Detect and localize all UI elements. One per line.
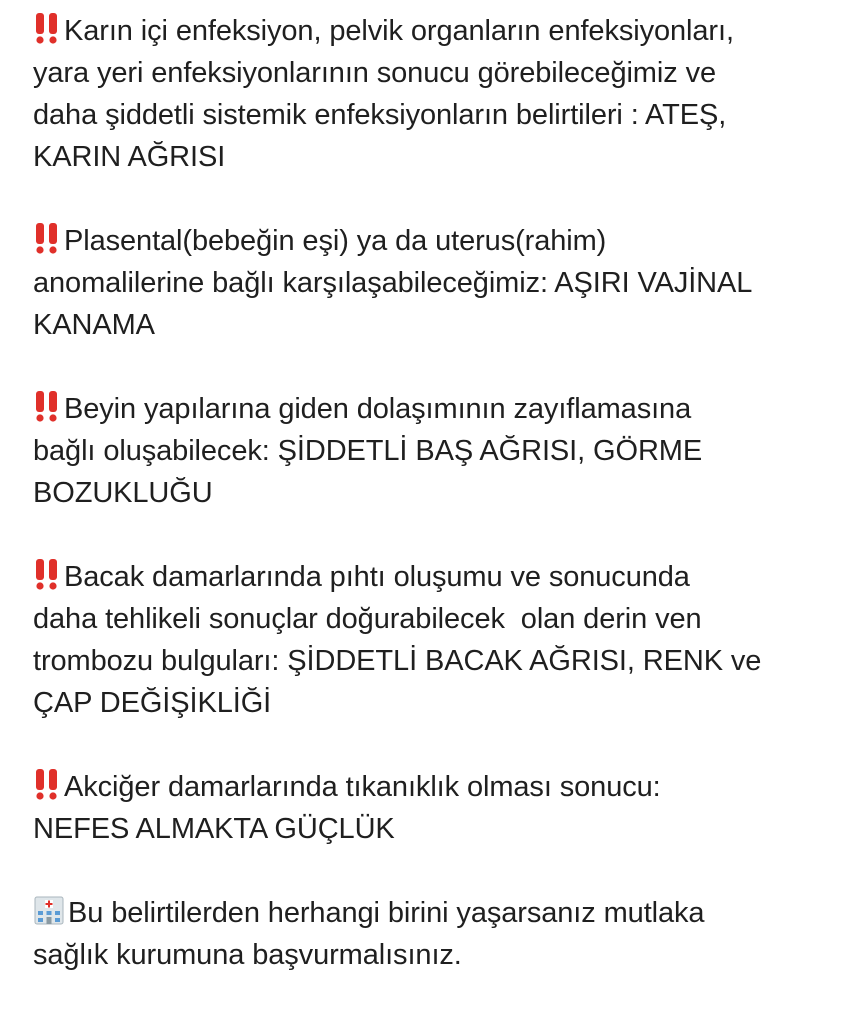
paragraph-line: daha tehlikeli sonuçlar doğurabilecek olan derin ven <box>33 603 702 635</box>
double-exclamation-icon <box>33 390 61 422</box>
paragraph-line <box>33 10 853 52</box>
paragraph-line: KANAMA <box>33 309 155 341</box>
paragraph-line <box>33 892 853 934</box>
paragraph-abdominal-infection <box>33 10 853 178</box>
paragraph-text: Bu belirtilerden herhangi birini yaşarsanız mutlaka <box>68 897 705 929</box>
paragraph-line: sağlık kurumuna başvurmalısınız. <box>33 939 462 971</box>
paragraph-line <box>33 556 853 598</box>
paragraph-line: daha şiddetli sistemik enfeksiyonların belirtileri : ATEŞ, <box>33 99 727 131</box>
paragraph-lung-embolism <box>33 766 853 850</box>
paragraph-line <box>33 766 853 808</box>
paragraph-line: trombozu bulguları: ŞİDDETLİ BACAK AĞRISI, RENK ve <box>33 645 762 677</box>
paragraph-text: Beyin yapılarına giden dolaşımının zayıflamasına <box>64 393 692 425</box>
hospital-icon <box>33 894 65 926</box>
paragraph-line <box>33 220 853 262</box>
paragraph-line <box>33 388 853 430</box>
paragraph-text: Karın içi enfeksiyon, pelvik organların enfeksiyonları, <box>64 15 734 47</box>
double-exclamation-icon <box>33 768 61 800</box>
paragraph-line: bağlı oluşabilecek: ŞİDDETLİ BAŞ AĞRISI, GÖRME <box>33 435 703 467</box>
double-exclamation-icon <box>33 558 61 590</box>
paragraph-text: Akciğer damarlarında tıkanıklık olması sonucu: <box>64 771 661 803</box>
paragraph-line: KARIN AĞRISI <box>33 141 226 173</box>
paragraph-text: Bacak damarlarında pıhtı oluşumu ve sonucunda <box>64 561 690 593</box>
paragraph-text: Plasental(bebeğin eşi) ya da uterus(rahim) <box>64 225 607 257</box>
paragraph-line: ÇAP DEĞİŞİKLİĞİ <box>33 687 272 719</box>
paragraph-line: anomalilerine bağlı karşılaşabileceğimiz: AŞIRI VAJİNAL <box>33 267 753 299</box>
paragraph-line: NEFES ALMAKTA GÜÇLÜK <box>33 813 395 845</box>
paragraph-leg-thrombosis <box>33 556 853 724</box>
paragraph-advice <box>33 892 853 976</box>
paragraph-line: yara yeri enfeksiyonlarının sonucu görebileceğimiz ve <box>33 57 716 89</box>
paragraph-line: BOZUKLUĞU <box>33 477 213 509</box>
paragraph-headache <box>33 388 853 514</box>
message-body <box>33 10 853 976</box>
double-exclamation-icon <box>33 222 61 254</box>
paragraph-vaginal-bleeding <box>33 220 853 346</box>
double-exclamation-icon <box>33 12 61 44</box>
